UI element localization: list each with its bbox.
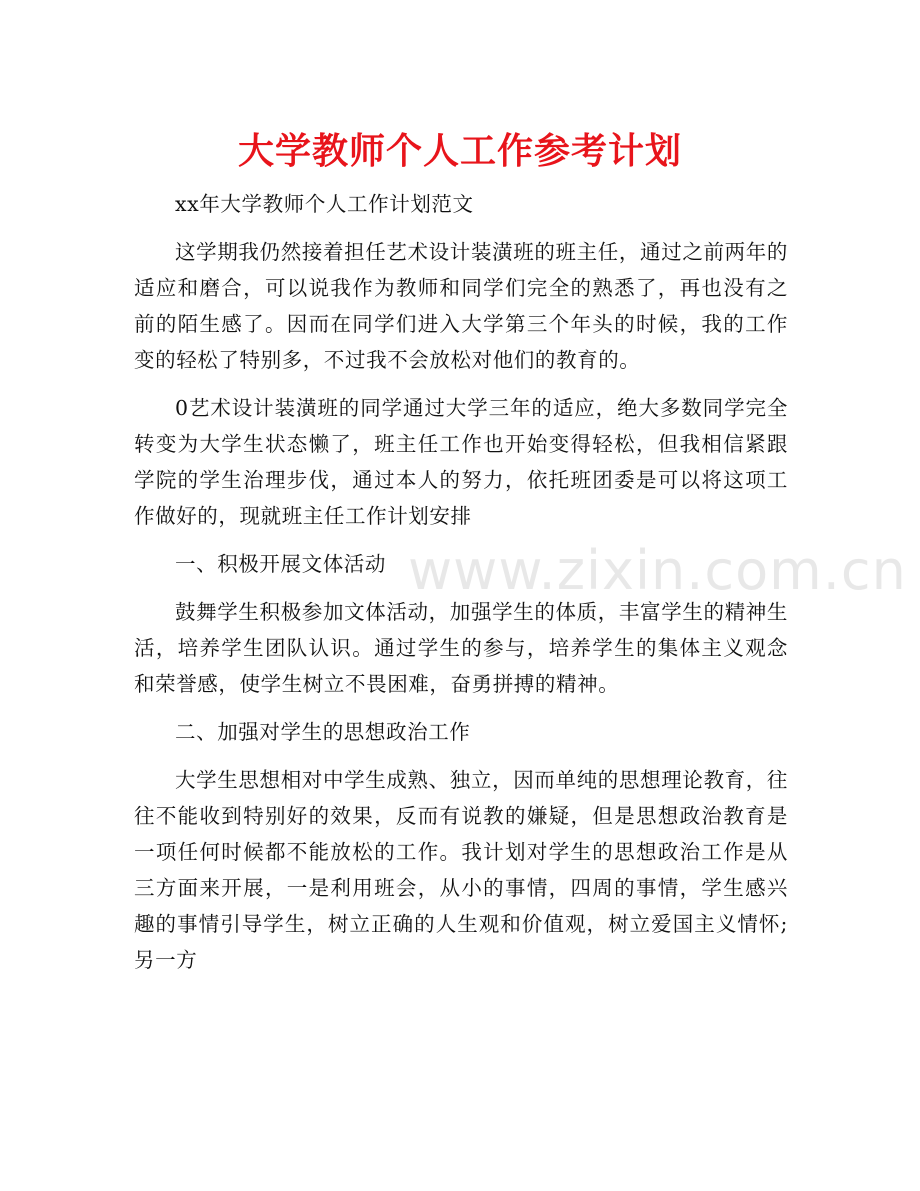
document-body <box>134 186 788 990</box>
body-paragraph-3: 鼓舞学生积极参加文体活动，加强学生的体质，丰富学生的精神生活，培养学生团队认识。通过学生的参与，培养学生的集体主义观念和荣誉感，使学生树立不畏困难，奋勇拼搏的精神。 <box>134 600 788 696</box>
subtitle-paragraph: xx年大学教师个人工作计划范文 <box>175 192 474 216</box>
body-paragraph-4: 大学生思想相对中学生成熟、独立，因而单纯的思想理论教育，往往不能收到特别好的效果，反而有说教的嫌疑，但是思想政治教育是一项任何时候都不能放松的工作。我计划对学生的思想政治工作是从三方面来开展，一是利用班会，从小的事情，四周的事情，学生感兴趣的事情引导学生，树立正确的人生观和价值观，树立爱国主义情怀;另一方 <box>134 768 788 972</box>
watermark-text: www.zixin.com.cn <box>408 539 907 602</box>
section-heading-2: 二、加强对学生的思想政治工作 <box>175 720 471 744</box>
body-paragraph-2: 0艺术设计装潢班的同学通过大学三年的适应，绝大多数同学完全转变为大学生状态懒了，班主任工作也开始变得轻松，但我相信紧跟学院的学生治理步伐，通过本人的努力，依托班团委是可以将这项工作做好的，现就班主任工作计划安排 <box>134 396 788 528</box>
document-title: 大学教师个人工作参考计划 <box>237 131 682 172</box>
body-paragraph-1: 这学期我仍然接着担任艺术设计装潢班的班主任，通过之前两年的适应和磨合，可以说我作为教师和同学们完全的熟悉了，再也没有之前的陌生感了。因而在同学们进入大学第三个年头的时候，我的工作变的轻松了特别多，不过我不会放松对他们的教育的。 <box>134 240 788 372</box>
section-heading-1: 一、积极开展文体活动 <box>175 552 386 576</box>
